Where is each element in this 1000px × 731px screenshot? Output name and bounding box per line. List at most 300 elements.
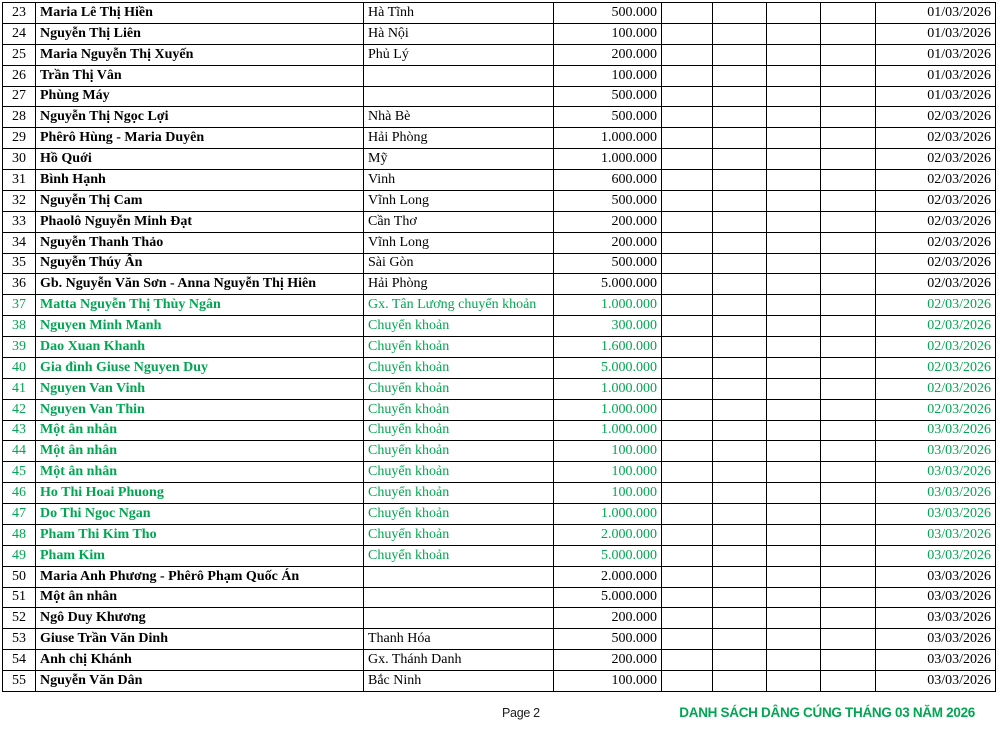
table-row <box>3 86 996 107</box>
page-footer <box>0 703 1000 725</box>
cell-empty-1 <box>662 650 713 671</box>
cell-empty-2 <box>713 378 767 399</box>
cell-empty-3 <box>767 23 821 44</box>
cell-donor-name: Do Thi Ngoc Ngan <box>36 504 364 525</box>
cell-donor-name: Trần Thị Vân <box>36 65 364 86</box>
cell-empty-2 <box>713 650 767 671</box>
cell-date: 03/03/2026 <box>876 566 996 587</box>
cell-location: Chuyển khoản <box>364 441 554 462</box>
cell-amount: 500.000 <box>554 86 662 107</box>
cell-date: 01/03/2026 <box>876 44 996 65</box>
cell-empty-3 <box>767 149 821 170</box>
cell-donor-name: Anh chị Khánh <box>36 650 364 671</box>
cell-empty-3 <box>767 545 821 566</box>
cell-empty-4 <box>821 629 876 650</box>
cell-empty-3 <box>767 420 821 441</box>
table-row <box>3 587 996 608</box>
cell-row-number: 53 <box>3 629 36 650</box>
cell-date: 02/03/2026 <box>876 357 996 378</box>
cell-empty-3 <box>767 44 821 65</box>
cell-empty-4 <box>821 504 876 525</box>
cell-empty-2 <box>713 44 767 65</box>
cell-empty-4 <box>821 608 876 629</box>
cell-amount: 5.000.000 <box>554 545 662 566</box>
cell-empty-3 <box>767 107 821 128</box>
cell-empty-1 <box>662 295 713 316</box>
cell-empty-1 <box>662 211 713 232</box>
table-row <box>3 462 996 483</box>
cell-amount: 100.000 <box>554 23 662 44</box>
cell-amount: 1.000.000 <box>554 399 662 420</box>
cell-date: 02/03/2026 <box>876 190 996 211</box>
table-row <box>3 441 996 462</box>
cell-empty-2 <box>713 253 767 274</box>
cell-empty-4 <box>821 587 876 608</box>
cell-amount: 100.000 <box>554 462 662 483</box>
cell-amount: 1.000.000 <box>554 420 662 441</box>
cell-empty-3 <box>767 170 821 191</box>
cell-empty-3 <box>767 190 821 211</box>
cell-empty-4 <box>821 399 876 420</box>
cell-location: Gx. Thánh Danh <box>364 650 554 671</box>
table-row <box>3 420 996 441</box>
cell-empty-1 <box>662 462 713 483</box>
cell-donor-name: Nguyễn Văn Dân <box>36 671 364 692</box>
cell-location: Phủ Lý <box>364 44 554 65</box>
cell-amount: 200.000 <box>554 232 662 253</box>
cell-empty-1 <box>662 566 713 587</box>
cell-location: Hà Nội <box>364 23 554 44</box>
cell-amount: 500.000 <box>554 107 662 128</box>
cell-amount: 1.000.000 <box>554 295 662 316</box>
cell-empty-4 <box>821 337 876 358</box>
cell-location <box>364 608 554 629</box>
cell-location: Hà Tĩnh <box>364 3 554 24</box>
table-row <box>3 524 996 545</box>
cell-empty-3 <box>767 629 821 650</box>
cell-location <box>364 587 554 608</box>
cell-row-number: 32 <box>3 190 36 211</box>
cell-date: 03/03/2026 <box>876 441 996 462</box>
cell-empty-1 <box>662 44 713 65</box>
cell-empty-2 <box>713 211 767 232</box>
cell-date: 01/03/2026 <box>876 3 996 24</box>
cell-empty-2 <box>713 274 767 295</box>
cell-donor-name: Gia đình Giuse Nguyen Duy <box>36 357 364 378</box>
cell-amount: 1.600.000 <box>554 337 662 358</box>
cell-date: 02/03/2026 <box>876 295 996 316</box>
donation-table <box>2 2 996 692</box>
cell-location: Chuyển khoản <box>364 524 554 545</box>
cell-amount: 100.000 <box>554 671 662 692</box>
table-row <box>3 190 996 211</box>
cell-date: 03/03/2026 <box>876 671 996 692</box>
cell-empty-4 <box>821 170 876 191</box>
cell-empty-1 <box>662 253 713 274</box>
cell-empty-1 <box>662 504 713 525</box>
cell-empty-1 <box>662 149 713 170</box>
cell-row-number: 49 <box>3 545 36 566</box>
cell-empty-1 <box>662 232 713 253</box>
cell-empty-2 <box>713 107 767 128</box>
cell-empty-1 <box>662 337 713 358</box>
cell-empty-1 <box>662 107 713 128</box>
cell-date: 03/03/2026 <box>876 504 996 525</box>
cell-location: Chuyển khoản <box>364 399 554 420</box>
cell-empty-2 <box>713 316 767 337</box>
cell-date: 01/03/2026 <box>876 23 996 44</box>
cell-empty-4 <box>821 128 876 149</box>
cell-empty-2 <box>713 566 767 587</box>
cell-location: Chuyển khoản <box>364 462 554 483</box>
cell-empty-2 <box>713 545 767 566</box>
cell-location: Chuyển khoản <box>364 483 554 504</box>
cell-empty-4 <box>821 441 876 462</box>
table-row <box>3 253 996 274</box>
cell-location: Chuyển khoản <box>364 420 554 441</box>
cell-empty-1 <box>662 128 713 149</box>
cell-amount: 200.000 <box>554 650 662 671</box>
cell-date: 02/03/2026 <box>876 378 996 399</box>
cell-empty-2 <box>713 128 767 149</box>
cell-empty-4 <box>821 545 876 566</box>
cell-row-number: 40 <box>3 357 36 378</box>
cell-empty-3 <box>767 211 821 232</box>
cell-donor-name: Nguyễn Thị Cam <box>36 190 364 211</box>
cell-empty-1 <box>662 608 713 629</box>
cell-date: 02/03/2026 <box>876 274 996 295</box>
cell-row-number: 46 <box>3 483 36 504</box>
table-row <box>3 149 996 170</box>
cell-empty-2 <box>713 337 767 358</box>
cell-location: Thanh Hóa <box>364 629 554 650</box>
cell-location <box>364 566 554 587</box>
cell-empty-4 <box>821 295 876 316</box>
cell-empty-2 <box>713 399 767 420</box>
cell-location: Chuyển khoản <box>364 545 554 566</box>
cell-empty-4 <box>821 23 876 44</box>
cell-empty-2 <box>713 504 767 525</box>
cell-empty-3 <box>767 3 821 24</box>
cell-empty-4 <box>821 149 876 170</box>
table-row <box>3 337 996 358</box>
table-row <box>3 566 996 587</box>
cell-row-number: 39 <box>3 337 36 358</box>
cell-row-number: 43 <box>3 420 36 441</box>
table-row <box>3 232 996 253</box>
cell-date: 02/03/2026 <box>876 337 996 358</box>
cell-date: 02/03/2026 <box>876 232 996 253</box>
cell-empty-2 <box>713 441 767 462</box>
cell-location: Chuyển khoản <box>364 316 554 337</box>
cell-donor-name: Matta Nguyễn Thị Thùy Ngân <box>36 295 364 316</box>
cell-empty-3 <box>767 232 821 253</box>
cell-empty-2 <box>713 23 767 44</box>
cell-location: Chuyển khoản <box>364 504 554 525</box>
cell-donor-name: Gb. Nguyễn Văn Sơn - Anna Nguyễn Thị Hiên <box>36 274 364 295</box>
cell-location: Vĩnh Long <box>364 190 554 211</box>
cell-empty-3 <box>767 274 821 295</box>
cell-amount: 500.000 <box>554 3 662 24</box>
cell-date: 02/03/2026 <box>876 149 996 170</box>
cell-empty-3 <box>767 441 821 462</box>
cell-date: 03/03/2026 <box>876 420 996 441</box>
cell-empty-4 <box>821 671 876 692</box>
cell-date: 03/03/2026 <box>876 629 996 650</box>
cell-row-number: 50 <box>3 566 36 587</box>
cell-empty-3 <box>767 253 821 274</box>
cell-amount: 500.000 <box>554 253 662 274</box>
cell-location: Sài Gòn <box>364 253 554 274</box>
cell-empty-4 <box>821 65 876 86</box>
table-row <box>3 295 996 316</box>
cell-location: Vĩnh Long <box>364 232 554 253</box>
cell-amount: 100.000 <box>554 483 662 504</box>
cell-empty-2 <box>713 524 767 545</box>
cell-amount: 100.000 <box>554 65 662 86</box>
cell-amount: 500.000 <box>554 629 662 650</box>
cell-row-number: 37 <box>3 295 36 316</box>
cell-date: 03/03/2026 <box>876 483 996 504</box>
cell-empty-2 <box>713 483 767 504</box>
cell-empty-2 <box>713 671 767 692</box>
cell-row-number: 27 <box>3 86 36 107</box>
cell-empty-4 <box>821 524 876 545</box>
cell-empty-3 <box>767 566 821 587</box>
table-row <box>3 629 996 650</box>
cell-donor-name: Một ân nhân <box>36 441 364 462</box>
cell-amount: 200.000 <box>554 608 662 629</box>
cell-donor-name: Một ân nhân <box>36 462 364 483</box>
cell-donor-name: Pham Kim <box>36 545 364 566</box>
cell-empty-3 <box>767 587 821 608</box>
cell-date: 01/03/2026 <box>876 86 996 107</box>
cell-empty-2 <box>713 295 767 316</box>
cell-date: 03/03/2026 <box>876 545 996 566</box>
cell-donor-name: Phêrô Hùng - Maria Duyên <box>36 128 364 149</box>
cell-date: 02/03/2026 <box>876 170 996 191</box>
cell-donor-name: Nguyen Van Vinh <box>36 378 364 399</box>
cell-empty-2 <box>713 357 767 378</box>
cell-location <box>364 65 554 86</box>
cell-row-number: 47 <box>3 504 36 525</box>
cell-row-number: 35 <box>3 253 36 274</box>
cell-amount: 200.000 <box>554 211 662 232</box>
cell-date: 03/03/2026 <box>876 587 996 608</box>
cell-donor-name: Ho Thi Hoai Phuong <box>36 483 364 504</box>
cell-empty-4 <box>821 483 876 504</box>
cell-empty-1 <box>662 441 713 462</box>
cell-empty-4 <box>821 316 876 337</box>
table-row <box>3 650 996 671</box>
cell-empty-3 <box>767 295 821 316</box>
cell-empty-1 <box>662 65 713 86</box>
cell-row-number: 29 <box>3 128 36 149</box>
table-row <box>3 170 996 191</box>
cell-amount: 1.000.000 <box>554 504 662 525</box>
cell-empty-2 <box>713 190 767 211</box>
cell-empty-4 <box>821 378 876 399</box>
table-row <box>3 399 996 420</box>
cell-location: Nhà Bè <box>364 107 554 128</box>
cell-donor-name: Nguyễn Thị Liên <box>36 23 364 44</box>
cell-empty-1 <box>662 274 713 295</box>
cell-location: Bắc Ninh <box>364 671 554 692</box>
cell-row-number: 26 <box>3 65 36 86</box>
cell-amount: 5.000.000 <box>554 274 662 295</box>
cell-donor-name: Nguyễn Thanh Thảo <box>36 232 364 253</box>
cell-row-number: 44 <box>3 441 36 462</box>
cell-empty-2 <box>713 587 767 608</box>
cell-row-number: 42 <box>3 399 36 420</box>
cell-date: 02/03/2026 <box>876 107 996 128</box>
cell-row-number: 45 <box>3 462 36 483</box>
cell-empty-2 <box>713 65 767 86</box>
cell-donor-name: Maria Nguyễn Thị Xuyến <box>36 44 364 65</box>
table-row <box>3 671 996 692</box>
footer-document-title: DANH SÁCH DÂNG CÚNG THÁNG 03 NĂM 2026 <box>679 705 975 720</box>
cell-empty-1 <box>662 170 713 191</box>
cell-empty-4 <box>821 253 876 274</box>
cell-amount: 2.000.000 <box>554 566 662 587</box>
cell-empty-4 <box>821 462 876 483</box>
cell-empty-3 <box>767 357 821 378</box>
cell-amount: 1.000.000 <box>554 378 662 399</box>
donation-table-body <box>3 3 996 692</box>
cell-empty-3 <box>767 316 821 337</box>
cell-empty-1 <box>662 378 713 399</box>
table-row <box>3 483 996 504</box>
cell-empty-4 <box>821 44 876 65</box>
cell-amount: 5.000.000 <box>554 357 662 378</box>
cell-amount: 600.000 <box>554 170 662 191</box>
cell-row-number: 52 <box>3 608 36 629</box>
cell-empty-1 <box>662 587 713 608</box>
cell-empty-3 <box>767 504 821 525</box>
cell-amount: 1.000.000 <box>554 128 662 149</box>
cell-date: 03/03/2026 <box>876 650 996 671</box>
cell-empty-4 <box>821 3 876 24</box>
cell-empty-2 <box>713 170 767 191</box>
cell-empty-1 <box>662 524 713 545</box>
cell-empty-4 <box>821 274 876 295</box>
cell-empty-1 <box>662 399 713 420</box>
table-row <box>3 545 996 566</box>
cell-location: Cần Thơ <box>364 211 554 232</box>
cell-donor-name: Nguyen Van Thin <box>36 399 364 420</box>
cell-donor-name: Nguyễn Thị Ngọc Lợi <box>36 107 364 128</box>
cell-empty-4 <box>821 420 876 441</box>
cell-row-number: 30 <box>3 149 36 170</box>
cell-row-number: 48 <box>3 524 36 545</box>
cell-location: Chuyển khoản <box>364 337 554 358</box>
table-row <box>3 3 996 24</box>
cell-row-number: 31 <box>3 170 36 191</box>
table-row <box>3 107 996 128</box>
cell-empty-3 <box>767 483 821 504</box>
cell-date: 02/03/2026 <box>876 211 996 232</box>
cell-donor-name: Maria Lê Thị Hiền <box>36 3 364 24</box>
table-row <box>3 608 996 629</box>
cell-amount: 200.000 <box>554 44 662 65</box>
cell-donor-name: Nguyen Minh Manh <box>36 316 364 337</box>
cell-date: 02/03/2026 <box>876 399 996 420</box>
cell-empty-1 <box>662 671 713 692</box>
cell-row-number: 51 <box>3 587 36 608</box>
cell-empty-1 <box>662 86 713 107</box>
table-row <box>3 211 996 232</box>
table-row <box>3 504 996 525</box>
cell-location: Hải Phòng <box>364 274 554 295</box>
cell-donor-name: Nguyễn Thúy Ân <box>36 253 364 274</box>
cell-date: 03/03/2026 <box>876 462 996 483</box>
cell-amount: 2.000.000 <box>554 524 662 545</box>
cell-row-number: 36 <box>3 274 36 295</box>
cell-date: 02/03/2026 <box>876 316 996 337</box>
cell-empty-4 <box>821 232 876 253</box>
cell-amount: 100.000 <box>554 441 662 462</box>
table-row <box>3 316 996 337</box>
cell-amount: 5.000.000 <box>554 587 662 608</box>
cell-date: 02/03/2026 <box>876 128 996 149</box>
cell-empty-4 <box>821 86 876 107</box>
cell-row-number: 34 <box>3 232 36 253</box>
cell-row-number: 23 <box>3 3 36 24</box>
cell-empty-3 <box>767 399 821 420</box>
cell-donor-name: Phaolô Nguyễn Minh Đạt <box>36 211 364 232</box>
cell-empty-4 <box>821 190 876 211</box>
cell-empty-4 <box>821 107 876 128</box>
cell-donor-name: Pham Thi Kim Tho <box>36 524 364 545</box>
cell-empty-1 <box>662 357 713 378</box>
cell-empty-4 <box>821 357 876 378</box>
cell-date: 03/03/2026 <box>876 524 996 545</box>
cell-row-number: 55 <box>3 671 36 692</box>
cell-empty-2 <box>713 629 767 650</box>
cell-empty-3 <box>767 462 821 483</box>
cell-location: Chuyển khoản <box>364 357 554 378</box>
cell-empty-3 <box>767 608 821 629</box>
cell-location: Vinh <box>364 170 554 191</box>
cell-row-number: 38 <box>3 316 36 337</box>
cell-empty-2 <box>713 232 767 253</box>
cell-empty-2 <box>713 462 767 483</box>
table-row <box>3 44 996 65</box>
cell-empty-3 <box>767 128 821 149</box>
cell-donor-name: Ngô Duy Khương <box>36 608 364 629</box>
table-row <box>3 274 996 295</box>
table-row <box>3 357 996 378</box>
table-row <box>3 128 996 149</box>
cell-donor-name: Hồ Quới <box>36 149 364 170</box>
cell-empty-1 <box>662 420 713 441</box>
cell-empty-1 <box>662 3 713 24</box>
cell-empty-2 <box>713 149 767 170</box>
cell-empty-4 <box>821 566 876 587</box>
cell-empty-1 <box>662 23 713 44</box>
cell-row-number: 33 <box>3 211 36 232</box>
cell-date: 01/03/2026 <box>876 65 996 86</box>
cell-empty-1 <box>662 545 713 566</box>
cell-donor-name: Một ân nhân <box>36 587 364 608</box>
cell-empty-3 <box>767 378 821 399</box>
cell-empty-2 <box>713 608 767 629</box>
cell-amount: 300.000 <box>554 316 662 337</box>
cell-empty-1 <box>662 629 713 650</box>
cell-empty-1 <box>662 190 713 211</box>
cell-donor-name: Dao Xuan Khanh <box>36 337 364 358</box>
cell-row-number: 25 <box>3 44 36 65</box>
